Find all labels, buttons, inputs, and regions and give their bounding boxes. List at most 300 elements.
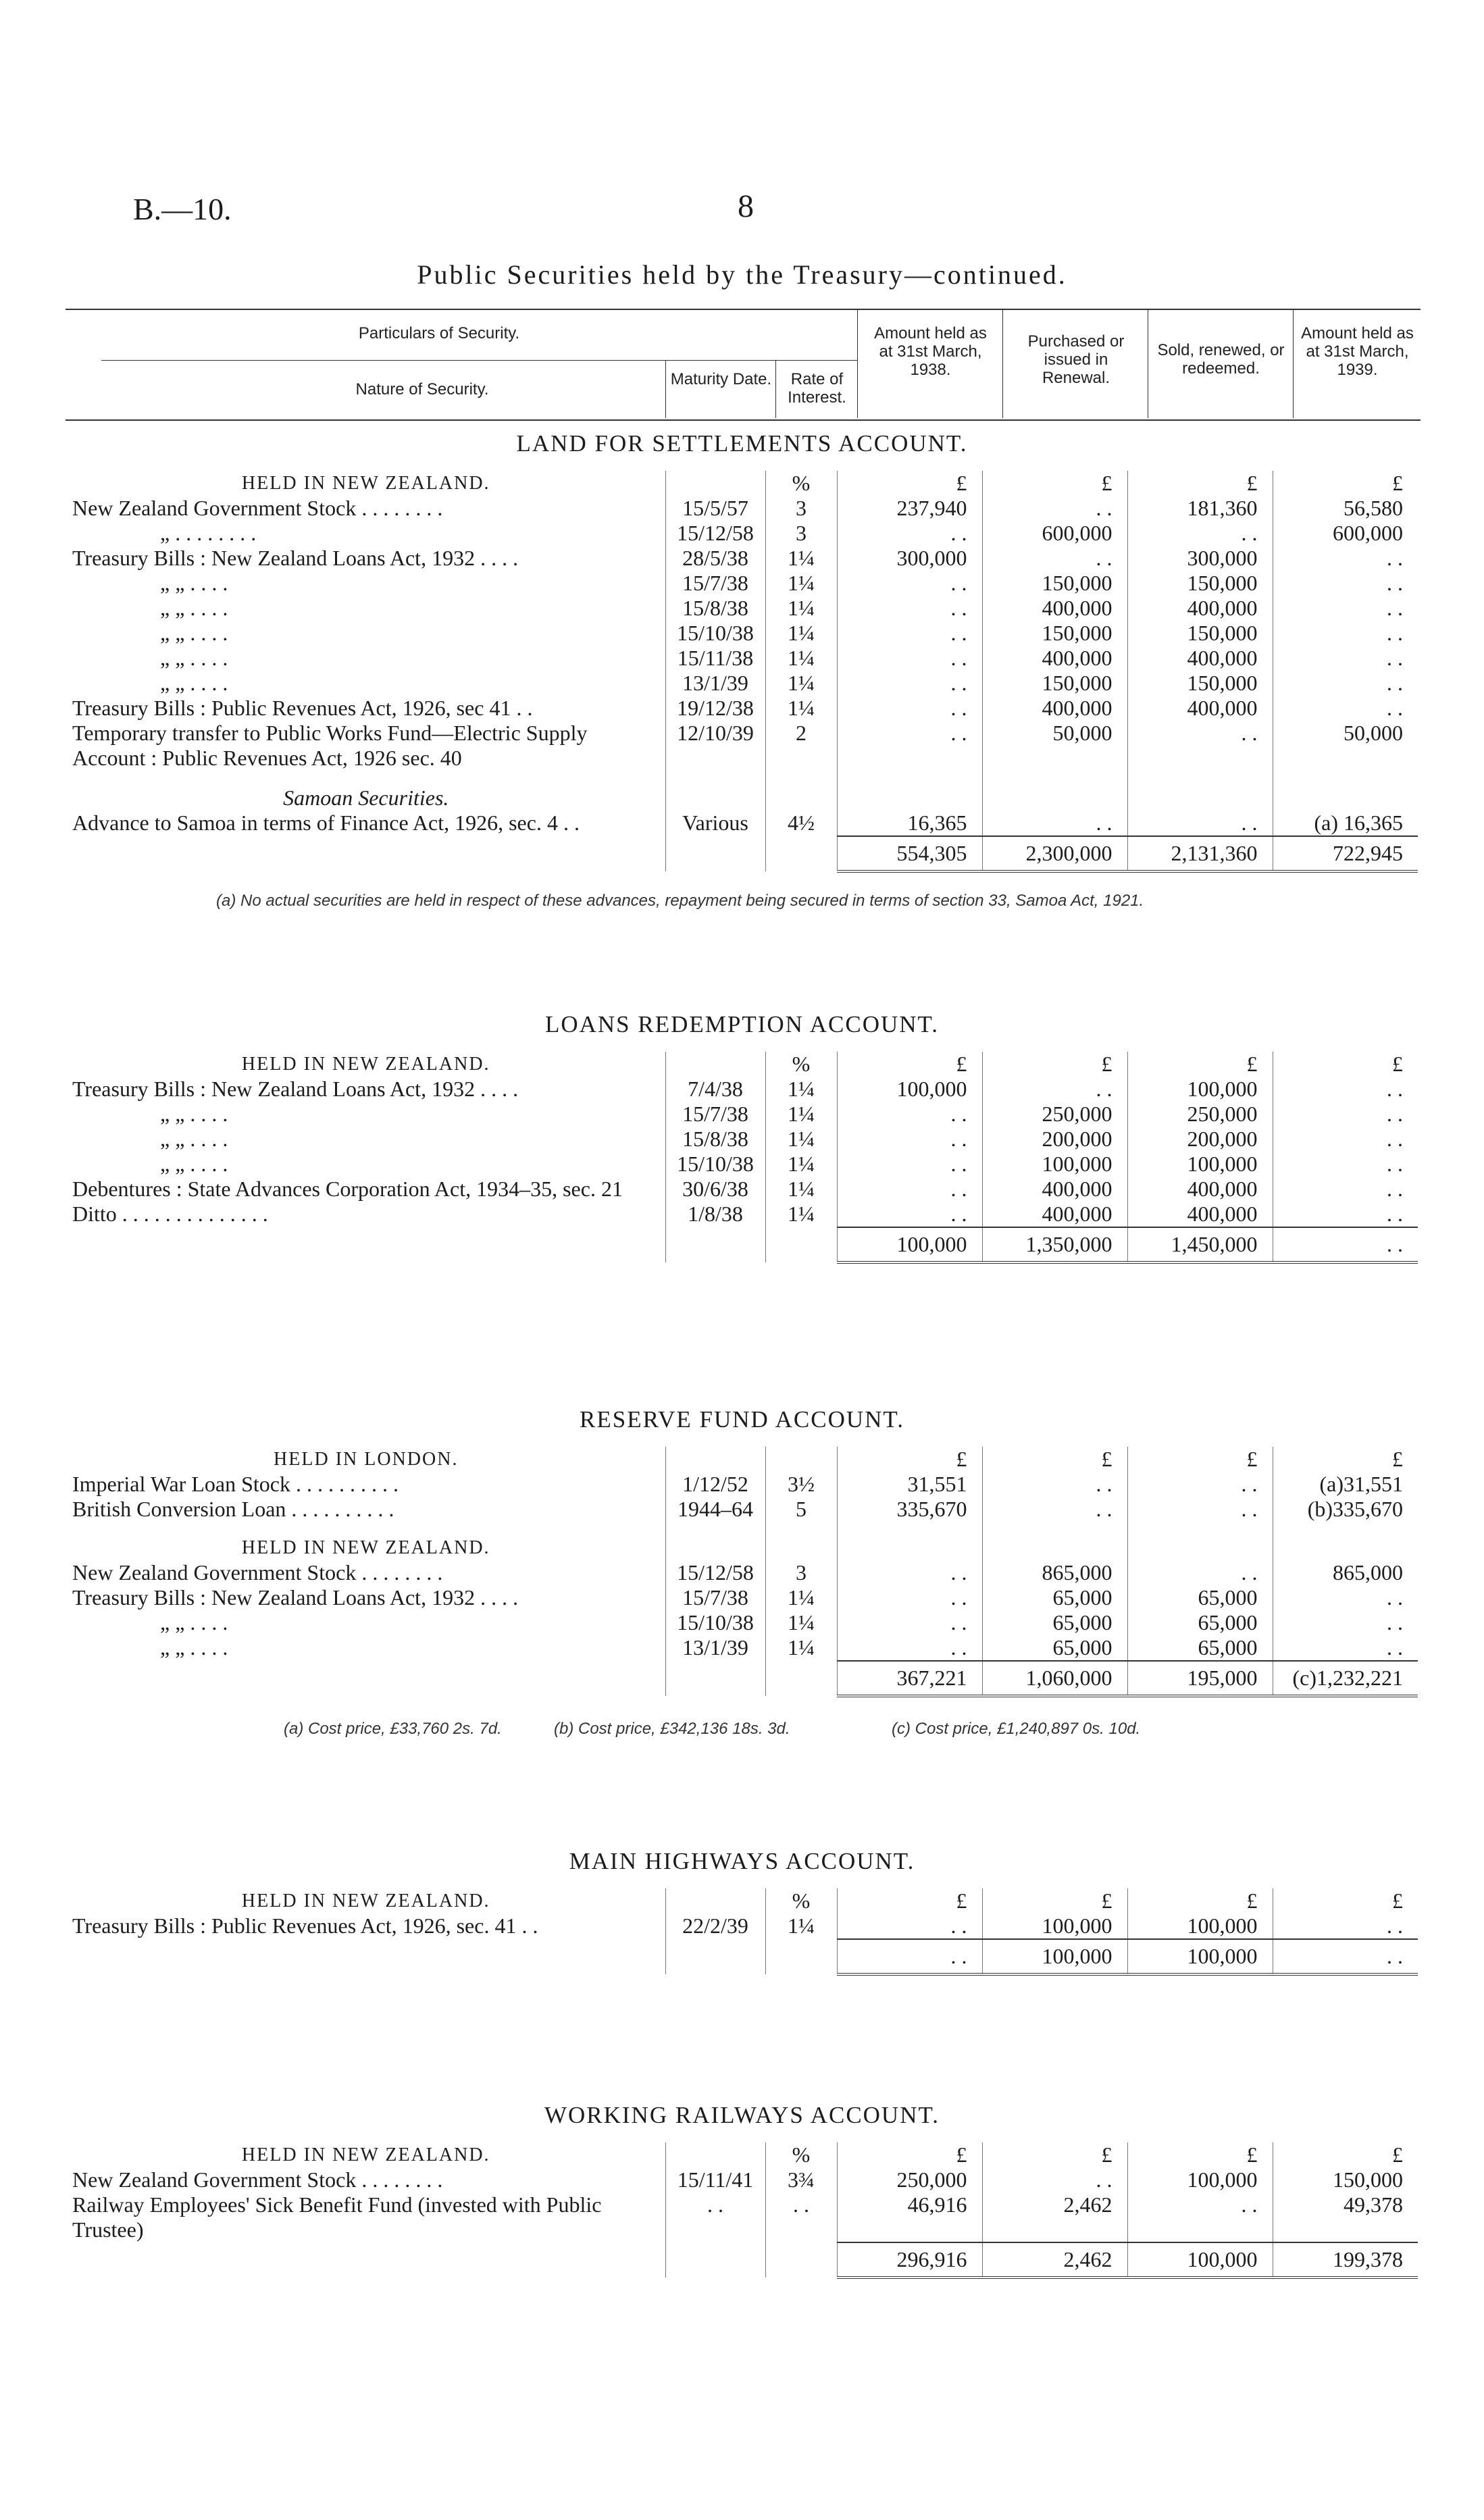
amount-cell: 50,000 bbox=[1273, 721, 1418, 771]
amount-cell: 300,000 bbox=[1127, 546, 1273, 571]
maturity-cell: 15/10/38 bbox=[665, 1610, 765, 1635]
rate-cell: % bbox=[765, 471, 837, 496]
security-name: „ „ . . . . bbox=[160, 1102, 228, 1126]
header-nature: Nature of Security. bbox=[355, 380, 489, 398]
amount-cell: . . bbox=[1273, 546, 1418, 571]
amount-cell: 150,000 bbox=[982, 571, 1127, 596]
subheading: Samoan Securities. bbox=[283, 786, 449, 810]
rate-cell: 1¼ bbox=[765, 1102, 837, 1127]
rate-cell: 1¼ bbox=[765, 696, 837, 721]
page-title: Public Securities held by the Treasury—continued. bbox=[417, 259, 1067, 290]
rate-cell: 1¼ bbox=[765, 1635, 837, 1661]
table-row bbox=[66, 496, 1418, 521]
totals-row bbox=[66, 836, 1418, 871]
amount-cell: 150,000 bbox=[1127, 571, 1273, 596]
table-row bbox=[66, 621, 1418, 646]
blank-cell bbox=[665, 2242, 765, 2278]
amount-cell: . . bbox=[837, 571, 982, 596]
amount-cell: £ bbox=[1127, 1447, 1273, 1472]
amount-cell: . . bbox=[982, 811, 1127, 836]
amount-cell: . . bbox=[837, 1202, 982, 1227]
amount-cell: . . bbox=[837, 1177, 982, 1202]
maturity-cell: . . bbox=[665, 2192, 765, 2242]
amount-cell: . . bbox=[982, 2167, 1127, 2192]
security-name: Debentures : State Advances Corporation Act, 1934–35, sec. 21 bbox=[72, 1177, 623, 1201]
blank-cell bbox=[765, 1227, 837, 1262]
amount-cell: . . bbox=[837, 621, 982, 646]
blank-cell bbox=[665, 836, 765, 871]
security-name: British Conversion Loan . . . . . . . . . . bbox=[72, 1497, 394, 1521]
maturity-cell: 22/2/39 bbox=[665, 1913, 765, 1939]
table-row bbox=[66, 696, 1418, 721]
amount-cell: . . bbox=[1273, 1102, 1418, 1127]
amount-cell: 600,000 bbox=[982, 521, 1127, 546]
maturity-cell: Various bbox=[665, 811, 765, 836]
amount-cell: £ bbox=[837, 1888, 982, 1913]
section-title: LOANS REDEMPTION ACCOUNT. bbox=[544, 1011, 940, 1037]
amount-cell: . . bbox=[1127, 721, 1273, 771]
amount-cell: 400,000 bbox=[982, 1177, 1127, 1202]
security-name: „ „ . . . . bbox=[160, 621, 228, 645]
maturity-cell bbox=[665, 1447, 765, 1472]
security-name: Treasury Bills : New Zealand Loans Act, 1932 . . . . bbox=[72, 1077, 519, 1101]
table-row bbox=[66, 1447, 1418, 1472]
header-divider bbox=[1293, 310, 1294, 418]
amount-cell: 150,000 bbox=[1273, 2167, 1418, 2192]
amount-cell: £ bbox=[1273, 1052, 1418, 1077]
rate-cell: 1¼ bbox=[765, 1127, 837, 1152]
rate-cell: 1¼ bbox=[765, 1913, 837, 1939]
rate-cell: 1¼ bbox=[765, 1610, 837, 1635]
rate-cell: 3½ bbox=[765, 1472, 837, 1497]
amount-cell: 200,000 bbox=[1127, 1127, 1273, 1152]
reserve-fund-table bbox=[66, 1447, 1418, 1697]
amount-cell: £ bbox=[982, 1052, 1127, 1077]
table-row bbox=[66, 771, 1418, 811]
rate-cell: 5 bbox=[765, 1497, 837, 1522]
rate-cell: 1¼ bbox=[765, 571, 837, 596]
amount-cell: (a) 16,365 bbox=[1273, 811, 1418, 836]
amount-cell: . . bbox=[1127, 521, 1273, 546]
rate-cell: 1¼ bbox=[765, 546, 837, 571]
security-name: Imperial War Loan Stock . . . . . . . . . . bbox=[72, 1472, 399, 1496]
amount-cell: 150,000 bbox=[1127, 671, 1273, 696]
header-divider bbox=[775, 360, 776, 418]
total-cell: 2,300,000 bbox=[982, 836, 1127, 871]
amount-cell: 400,000 bbox=[1127, 646, 1273, 671]
total-cell: 199,378 bbox=[1273, 2242, 1418, 2278]
amount-cell: £ bbox=[837, 1447, 982, 1472]
amount-cell: . . bbox=[1127, 811, 1273, 836]
amount-cell bbox=[1127, 771, 1273, 811]
section-title: LAND FOR SETTLEMENTS ACCOUNT. bbox=[516, 430, 968, 457]
table-row bbox=[66, 1635, 1418, 1661]
table-row bbox=[66, 646, 1418, 671]
rate-cell: 1¼ bbox=[765, 1585, 837, 1610]
header-held-1938: Amount held as at 31st March, 1938. bbox=[874, 324, 987, 379]
table-row bbox=[66, 596, 1418, 621]
maturity-cell: 15/8/38 bbox=[665, 596, 765, 621]
amount-cell: 865,000 bbox=[1273, 1560, 1418, 1585]
security-name: „ „ . . . . bbox=[160, 1127, 228, 1151]
security-name: New Zealand Government Stock . . . . . . . . bbox=[72, 496, 443, 520]
table-row bbox=[66, 1202, 1418, 1227]
amount-cell: (b)335,670 bbox=[1273, 1497, 1418, 1522]
rate-cell: 1¼ bbox=[765, 671, 837, 696]
footnote: (c) Cost price, £1,240,897 0s. 10d. bbox=[892, 1720, 1141, 1738]
header-rate: Rate of Interest. bbox=[788, 370, 846, 407]
total-cell: 195,000 bbox=[1127, 1661, 1273, 1696]
total-cell: 100,000 bbox=[1127, 2242, 1273, 2278]
amount-cell: £ bbox=[982, 1888, 1127, 1913]
security-name: Treasury Bills : New Zealand Loans Act, 1932 . . . . bbox=[72, 546, 519, 570]
amount-cell: . . bbox=[1273, 1177, 1418, 1202]
header-bottom-rule bbox=[66, 419, 1421, 421]
rate-cell: 3 bbox=[765, 1560, 837, 1585]
header-mid-rule bbox=[101, 360, 858, 361]
amount-cell: 65,000 bbox=[1127, 1635, 1273, 1661]
footnote: (a) Cost price, £33,760 2s. 7d. bbox=[284, 1720, 502, 1738]
maturity-cell: 15/7/38 bbox=[665, 571, 765, 596]
totals-row bbox=[66, 1227, 1418, 1262]
rate-cell bbox=[765, 1522, 837, 1560]
security-name: „ „ . . . . bbox=[160, 1635, 228, 1660]
maturity-cell: 7/4/38 bbox=[665, 1077, 765, 1102]
rate-cell: 3 bbox=[765, 521, 837, 546]
land-for-settlements-table bbox=[66, 471, 1418, 873]
amount-cell: . . bbox=[837, 1585, 982, 1610]
amount-cell: £ bbox=[982, 2142, 1127, 2167]
total-cell: 100,000 bbox=[982, 1939, 1127, 1974]
rate-cell: 1¼ bbox=[765, 1177, 837, 1202]
maturity-cell: 15/11/41 bbox=[665, 2167, 765, 2192]
total-cell: 100,000 bbox=[837, 1227, 982, 1262]
maturity-cell: 13/1/39 bbox=[665, 671, 765, 696]
amount-cell: 865,000 bbox=[982, 1560, 1127, 1585]
amount-cell: 400,000 bbox=[1127, 1177, 1273, 1202]
rate-cell: % bbox=[765, 2142, 837, 2167]
table-row bbox=[66, 1127, 1418, 1152]
total-cell: (c)1,232,221 bbox=[1273, 1661, 1418, 1696]
rate-cell: 1¼ bbox=[765, 1152, 837, 1177]
amount-cell: 65,000 bbox=[982, 1635, 1127, 1661]
table-row bbox=[66, 1102, 1418, 1127]
amount-cell: . . bbox=[1273, 571, 1418, 596]
amount-cell: . . bbox=[837, 671, 982, 696]
security-name: New Zealand Government Stock . . . . . . . . bbox=[72, 1560, 443, 1585]
footnote: (a) No actual securities are held in respect of these advances, repayment being secured in terms of section 33, Samoa Act, 1921. bbox=[216, 892, 1144, 910]
table-row bbox=[66, 1585, 1418, 1610]
header-held-1939: Amount held as at 31st March, 1939. bbox=[1301, 324, 1414, 379]
amount-cell: 100,000 bbox=[982, 1152, 1127, 1177]
amount-cell: £ bbox=[982, 1447, 1127, 1472]
blank-cell bbox=[765, 1661, 837, 1696]
maturity-cell: 15/10/38 bbox=[665, 621, 765, 646]
maturity-cell bbox=[665, 1888, 765, 1913]
section-title: WORKING RAILWAYS ACCOUNT. bbox=[544, 2102, 940, 2128]
amount-cell: 400,000 bbox=[982, 1202, 1127, 1227]
amount-cell bbox=[1273, 771, 1418, 811]
rate-cell: 4½ bbox=[765, 811, 837, 836]
amount-cell: 300,000 bbox=[837, 546, 982, 571]
table-row bbox=[66, 1472, 1418, 1497]
amount-cell: 200,000 bbox=[982, 1127, 1127, 1152]
blank-cell bbox=[66, 2242, 665, 2278]
table-row bbox=[66, 571, 1418, 596]
table-row bbox=[66, 1177, 1418, 1202]
amount-cell: . . bbox=[1127, 1560, 1273, 1585]
security-name: Treasury Bills : New Zealand Loans Act, 1932 . . . . bbox=[72, 1585, 519, 1610]
header-sold: Sold, renewed, or redeemed. bbox=[1157, 341, 1285, 378]
blank-cell bbox=[66, 1661, 665, 1696]
header-divider bbox=[665, 360, 666, 418]
amount-cell bbox=[982, 1522, 1127, 1560]
amount-cell: 2,462 bbox=[982, 2192, 1127, 2242]
amount-cell: £ bbox=[837, 1052, 982, 1077]
table-row bbox=[66, 2167, 1418, 2192]
table-row bbox=[66, 2192, 1418, 2242]
security-name: Railway Employees' Sick Benefit Fund (invested with Public Trustee) bbox=[72, 2192, 602, 2242]
total-cell: . . bbox=[1273, 1227, 1418, 1262]
total-cell: 1,450,000 bbox=[1127, 1227, 1273, 1262]
security-name: „ „ . . . . bbox=[160, 596, 228, 620]
amount-cell: 100,000 bbox=[1127, 2167, 1273, 2192]
amount-cell: £ bbox=[1273, 1888, 1418, 1913]
table-row bbox=[66, 811, 1418, 836]
amount-cell: 65,000 bbox=[1127, 1610, 1273, 1635]
amount-cell: . . bbox=[1273, 1152, 1418, 1177]
amount-cell: 400,000 bbox=[1127, 1202, 1273, 1227]
held-in-label: HELD IN NEW ZEALAND. bbox=[241, 2144, 490, 2165]
maturity-cell bbox=[665, 2142, 765, 2167]
maturity-cell: 1944–64 bbox=[665, 1497, 765, 1522]
amount-cell bbox=[837, 1522, 982, 1560]
maturity-cell: 15/7/38 bbox=[665, 1585, 765, 1610]
table-row bbox=[66, 471, 1418, 496]
amount-cell bbox=[982, 771, 1127, 811]
amount-cell: . . bbox=[837, 696, 982, 721]
amount-cell: 100,000 bbox=[837, 1077, 982, 1102]
table-row bbox=[66, 1077, 1418, 1102]
header-top-rule bbox=[66, 309, 1421, 310]
amount-cell: . . bbox=[837, 646, 982, 671]
maturity-cell: 15/12/58 bbox=[665, 1560, 765, 1585]
amount-cell: (a)31,551 bbox=[1273, 1472, 1418, 1497]
amount-cell bbox=[837, 771, 982, 811]
blank-cell bbox=[66, 836, 665, 871]
amount-cell: . . bbox=[1273, 671, 1418, 696]
total-cell: 1,060,000 bbox=[982, 1661, 1127, 1696]
amount-cell: 150,000 bbox=[1127, 621, 1273, 646]
security-name: „ . . . . . . . . bbox=[160, 521, 257, 545]
table-row bbox=[66, 2142, 1418, 2167]
maturity-cell: 15/10/38 bbox=[665, 1152, 765, 1177]
total-cell: 722,945 bbox=[1273, 836, 1418, 871]
blank-cell bbox=[665, 1227, 765, 1262]
table-row bbox=[66, 1560, 1418, 1585]
table-row bbox=[66, 671, 1418, 696]
document-reference: B.—10. bbox=[133, 192, 232, 226]
amount-cell: 16,365 bbox=[837, 811, 982, 836]
amount-cell: . . bbox=[1127, 1472, 1273, 1497]
amount-cell: 250,000 bbox=[837, 2167, 982, 2192]
amount-cell: 65,000 bbox=[982, 1585, 1127, 1610]
total-cell: 2,131,360 bbox=[1127, 836, 1273, 871]
maturity-cell: 12/10/39 bbox=[665, 721, 765, 771]
totals-row bbox=[66, 1939, 1418, 1974]
maturity-cell: 30/6/38 bbox=[665, 1177, 765, 1202]
total-cell: 100,000 bbox=[1127, 1939, 1273, 1974]
totals-row bbox=[66, 1661, 1418, 1696]
table-row bbox=[66, 1610, 1418, 1635]
maturity-cell: 15/12/58 bbox=[665, 521, 765, 546]
security-name: Treasury Bills : Public Revenues Act, 1926, sec. 41 . . bbox=[72, 1913, 538, 1938]
amount-cell: 400,000 bbox=[1127, 696, 1273, 721]
security-name: „ „ . . . . bbox=[160, 671, 228, 695]
amount-cell: . . bbox=[982, 1472, 1127, 1497]
table-row bbox=[66, 1888, 1418, 1913]
amount-cell: £ bbox=[1127, 1052, 1273, 1077]
amount-cell: £ bbox=[1127, 2142, 1273, 2167]
security-name: „ „ . . . . bbox=[160, 1610, 228, 1635]
total-cell: 1,350,000 bbox=[982, 1227, 1127, 1262]
held-in-label: HELD IN NEW ZEALAND. bbox=[241, 473, 490, 494]
rate-cell: 1¼ bbox=[765, 596, 837, 621]
held-in-label: HELD IN NEW ZEALAND. bbox=[241, 1054, 490, 1075]
amount-cell: 400,000 bbox=[982, 596, 1127, 621]
header-particulars: Particulars of Security. bbox=[358, 324, 520, 342]
rate-cell: 3¾ bbox=[765, 2167, 837, 2192]
amount-cell: 31,551 bbox=[837, 1472, 982, 1497]
amount-cell: . . bbox=[1273, 1127, 1418, 1152]
maturity-cell bbox=[665, 471, 765, 496]
amount-cell: . . bbox=[1273, 596, 1418, 621]
table-row bbox=[66, 1913, 1418, 1939]
amount-cell: . . bbox=[1273, 621, 1418, 646]
amount-cell: 65,000 bbox=[1127, 1585, 1273, 1610]
amount-cell: 65,000 bbox=[982, 1610, 1127, 1635]
held-in-label: HELD IN LONDON. bbox=[274, 1449, 459, 1470]
page-number: 8 bbox=[738, 188, 754, 224]
amount-cell bbox=[1273, 1522, 1418, 1560]
amount-cell: . . bbox=[837, 1127, 982, 1152]
amount-cell: 335,670 bbox=[837, 1497, 982, 1522]
totals-row bbox=[66, 2242, 1418, 2278]
maturity-cell bbox=[665, 771, 765, 811]
security-name: Advance to Samoa in terms of Finance Act, 1926, sec. 4 . . bbox=[72, 811, 580, 835]
security-name: „ „ . . . . bbox=[160, 1152, 228, 1176]
maturity-cell: 15/11/38 bbox=[665, 646, 765, 671]
blank-cell bbox=[765, 836, 837, 871]
amount-cell: . . bbox=[837, 596, 982, 621]
total-cell: 296,916 bbox=[837, 2242, 982, 2278]
held-in-label: HELD IN NEW ZEALAND. bbox=[241, 1891, 490, 1911]
amount-cell: . . bbox=[837, 1152, 982, 1177]
amount-cell: 100,000 bbox=[1127, 1913, 1273, 1939]
section-title: RESERVE FUND ACCOUNT. bbox=[580, 1406, 904, 1433]
working-railways-table bbox=[66, 2142, 1418, 2279]
total-cell: 554,305 bbox=[837, 836, 982, 871]
amount-cell: 56,580 bbox=[1273, 496, 1418, 521]
maturity-cell bbox=[665, 1052, 765, 1077]
rate-cell: % bbox=[765, 1888, 837, 1913]
amount-cell: . . bbox=[982, 496, 1127, 521]
blank-cell bbox=[665, 1939, 765, 1974]
total-cell: 2,462 bbox=[982, 2242, 1127, 2278]
section-title: MAIN HIGHWAYS ACCOUNT. bbox=[569, 1848, 915, 1874]
total-cell: . . bbox=[1273, 1939, 1418, 1974]
amount-cell: 100,000 bbox=[982, 1913, 1127, 1939]
amount-cell: . . bbox=[1127, 2192, 1273, 2242]
amount-cell: 49,378 bbox=[1273, 2192, 1418, 2242]
main-highways-table bbox=[66, 1888, 1418, 1976]
amount-cell: £ bbox=[837, 471, 982, 496]
amount-cell: . . bbox=[837, 521, 982, 546]
amount-cell: . . bbox=[982, 1497, 1127, 1522]
rate-cell: % bbox=[765, 1052, 837, 1077]
amount-cell: 400,000 bbox=[982, 696, 1127, 721]
security-name: „ „ . . . . bbox=[160, 646, 228, 670]
rate-cell: 1¼ bbox=[765, 1077, 837, 1102]
amount-cell: 46,916 bbox=[837, 2192, 982, 2242]
amount-cell: . . bbox=[1273, 1610, 1418, 1635]
amount-cell: £ bbox=[1127, 1888, 1273, 1913]
blank-cell bbox=[765, 1939, 837, 1974]
header-purchased: Purchased or issued in Renewal. bbox=[1027, 332, 1125, 387]
security-name: Temporary transfer to Public Works Fund—Electric Supply Account : Public Revenues Act, 1926 sec. 40 bbox=[72, 721, 588, 770]
maturity-cell: 1/8/38 bbox=[665, 1202, 765, 1227]
rate-cell: . . bbox=[765, 2192, 837, 2242]
amount-cell: . . bbox=[837, 1635, 982, 1661]
table-row bbox=[66, 1497, 1418, 1522]
rate-cell: 1¼ bbox=[765, 646, 837, 671]
amount-cell: 250,000 bbox=[1127, 1102, 1273, 1127]
amount-cell: 100,000 bbox=[1127, 1077, 1273, 1102]
table-row bbox=[66, 721, 1418, 771]
header-divider bbox=[857, 310, 858, 418]
blank-cell bbox=[665, 1661, 765, 1696]
amount-cell: . . bbox=[837, 1560, 982, 1585]
amount-cell: 100,000 bbox=[1127, 1152, 1273, 1177]
table-row bbox=[66, 1152, 1418, 1177]
amount-cell: 150,000 bbox=[982, 671, 1127, 696]
amount-cell: 600,000 bbox=[1273, 521, 1418, 546]
rate-cell: 2 bbox=[765, 721, 837, 771]
maturity-cell: 15/8/38 bbox=[665, 1127, 765, 1152]
amount-cell: . . bbox=[1127, 1497, 1273, 1522]
amount-cell: . . bbox=[837, 1102, 982, 1127]
blank-cell bbox=[66, 1227, 665, 1262]
security-name: Treasury Bills : Public Revenues Act, 1926, sec 41 . . bbox=[72, 696, 533, 720]
amount-cell: . . bbox=[1273, 696, 1418, 721]
amount-cell: 50,000 bbox=[982, 721, 1127, 771]
amount-cell: 150,000 bbox=[982, 621, 1127, 646]
amount-cell: . . bbox=[982, 546, 1127, 571]
loans-redemption-table bbox=[66, 1052, 1418, 1264]
held-in-label: HELD IN NEW ZEALAND. bbox=[241, 1537, 490, 1558]
table-row bbox=[66, 546, 1418, 571]
amount-cell: . . bbox=[837, 1610, 982, 1635]
blank-cell bbox=[765, 2242, 837, 2278]
amount-cell bbox=[1127, 1522, 1273, 1560]
amount-cell: £ bbox=[982, 471, 1127, 496]
amount-cell: 181,360 bbox=[1127, 496, 1273, 521]
amount-cell: . . bbox=[837, 721, 982, 771]
amount-cell: £ bbox=[1273, 1447, 1418, 1472]
amount-cell: . . bbox=[1273, 1913, 1418, 1939]
amount-cell: . . bbox=[1273, 1202, 1418, 1227]
amount-cell: £ bbox=[837, 2142, 982, 2167]
